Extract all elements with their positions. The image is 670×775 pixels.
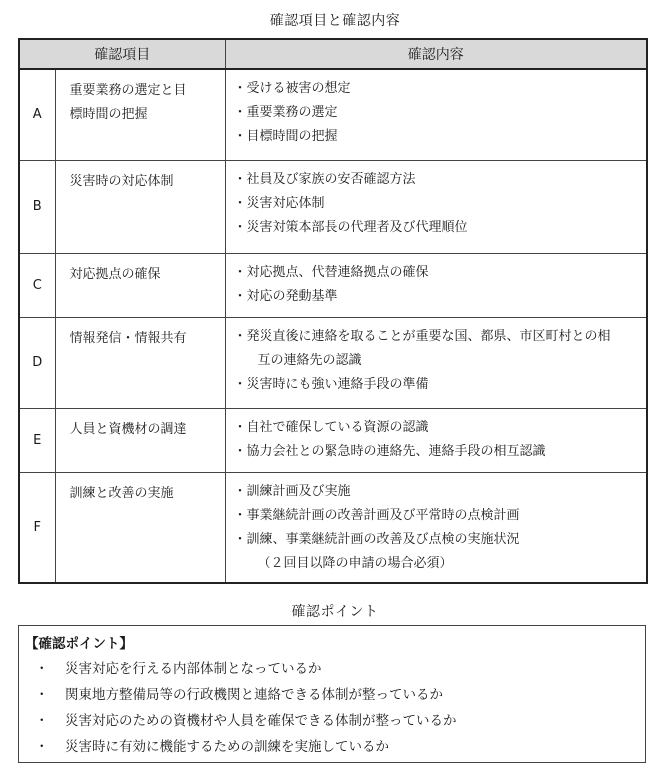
check-content-line: ・受ける被害の想定 — [233, 81, 351, 96]
check-item-line: 重要業務の選定と目 — [69, 83, 187, 98]
check-item-line: 情報発信・情報共有 — [69, 330, 187, 346]
check-items-table — [18, 38, 648, 584]
header-check-content: 確認内容 — [225, 39, 647, 69]
bullet-icon: ・ — [35, 739, 49, 755]
check-point-item — [35, 682, 457, 708]
row-letter: F — [19, 472, 55, 583]
check-content-line: ・訓練、事業継続計画の改善及び点検の実施状況 — [233, 531, 520, 547]
table-row — [19, 160, 647, 253]
table-header-row — [19, 39, 647, 69]
check-item-line: 対応拠点の確保 — [69, 266, 161, 282]
row-check-content — [225, 69, 647, 160]
check-point-text: 災害対応のための資機材や人員を確保できる体制が整っているか — [65, 713, 457, 729]
check-content-line: ・対応の発動基準 — [233, 288, 338, 304]
check-point-text: 関東地方整備局等の行政機関と連絡できる体制が整っているか — [65, 687, 443, 703]
row-check-item — [55, 408, 225, 472]
row-letter: E — [19, 408, 55, 472]
row-letter: A — [19, 69, 55, 160]
check-content-line: ・訓練計画及び実施 — [233, 483, 351, 499]
row-check-item — [55, 472, 225, 583]
row-letter: B — [19, 160, 55, 253]
row-letter: C — [19, 253, 55, 317]
check-item-line: 標時間の把握 — [69, 107, 148, 122]
table-row — [19, 317, 647, 408]
check-point-text: 災害時に有効に機能するための訓練を実施しているか — [65, 739, 389, 755]
check-content-line: ・対応拠点、代替連絡拠点の確保 — [233, 264, 429, 280]
bullet-icon: ・ — [35, 661, 49, 677]
table-row — [19, 69, 647, 160]
table-row — [19, 472, 647, 583]
check-item-line: 人員と資機材の調達 — [69, 421, 187, 437]
check-point-item — [35, 708, 457, 734]
row-check-item — [55, 317, 225, 408]
table-title: 確認項目と確認内容 — [269, 13, 401, 29]
points-title: 確認ポイント — [291, 604, 379, 620]
check-content-line: （２回目以降の申請の場合必須） — [257, 555, 453, 571]
check-content-line: ・重要業務の選定 — [233, 105, 338, 120]
header-check-item: 確認項目 — [19, 39, 225, 69]
table-row — [19, 408, 647, 472]
check-content-line: ・目標時間の把握 — [233, 129, 338, 144]
check-content-line: ・社員及び家族の安否確認方法 — [233, 171, 416, 187]
check-item-line: 訓練と改善の実施 — [69, 485, 174, 501]
bullet-icon: ・ — [35, 687, 49, 703]
check-point-item — [35, 656, 457, 682]
row-check-item — [55, 69, 225, 160]
row-check-content — [225, 160, 647, 253]
row-check-content — [225, 472, 647, 583]
check-content-line: ・災害対応体制 — [233, 195, 325, 211]
row-check-content — [225, 253, 647, 317]
check-content-line: ・災害時にも強い連絡手段の準備 — [233, 376, 429, 392]
check-content-line: ・事業継続計画の改善計画及び平常時の点検計画 — [233, 507, 520, 523]
check-content-line: ・災害対策本部長の代理者及び代理順位 — [233, 219, 468, 235]
check-content-line: ・発災直後に連絡を取ることが重要な国、都県、市区町村との相 — [233, 328, 611, 344]
row-letter: D — [19, 317, 55, 408]
bullet-icon: ・ — [35, 713, 49, 729]
row-check-content — [225, 317, 647, 408]
points-list — [35, 656, 457, 760]
check-content-line: ・協力会社との緊急時の連絡先、連絡手段の相互認識 — [233, 443, 546, 459]
check-content-line: 互の連絡先の認識 — [257, 352, 362, 368]
check-content-line: ・自社で確保している資源の認識 — [233, 419, 429, 435]
check-point-text: 災害対応を行える内部体制となっているか — [65, 661, 322, 677]
check-item-line: 災害時の対応体制 — [69, 173, 174, 189]
check-points-box — [18, 625, 646, 763]
table-row — [19, 253, 647, 317]
row-check-item — [55, 160, 225, 253]
points-header: 【確認ポイント】 — [25, 636, 133, 652]
check-point-item — [35, 734, 457, 760]
row-check-item — [55, 253, 225, 317]
row-check-content — [225, 408, 647, 472]
